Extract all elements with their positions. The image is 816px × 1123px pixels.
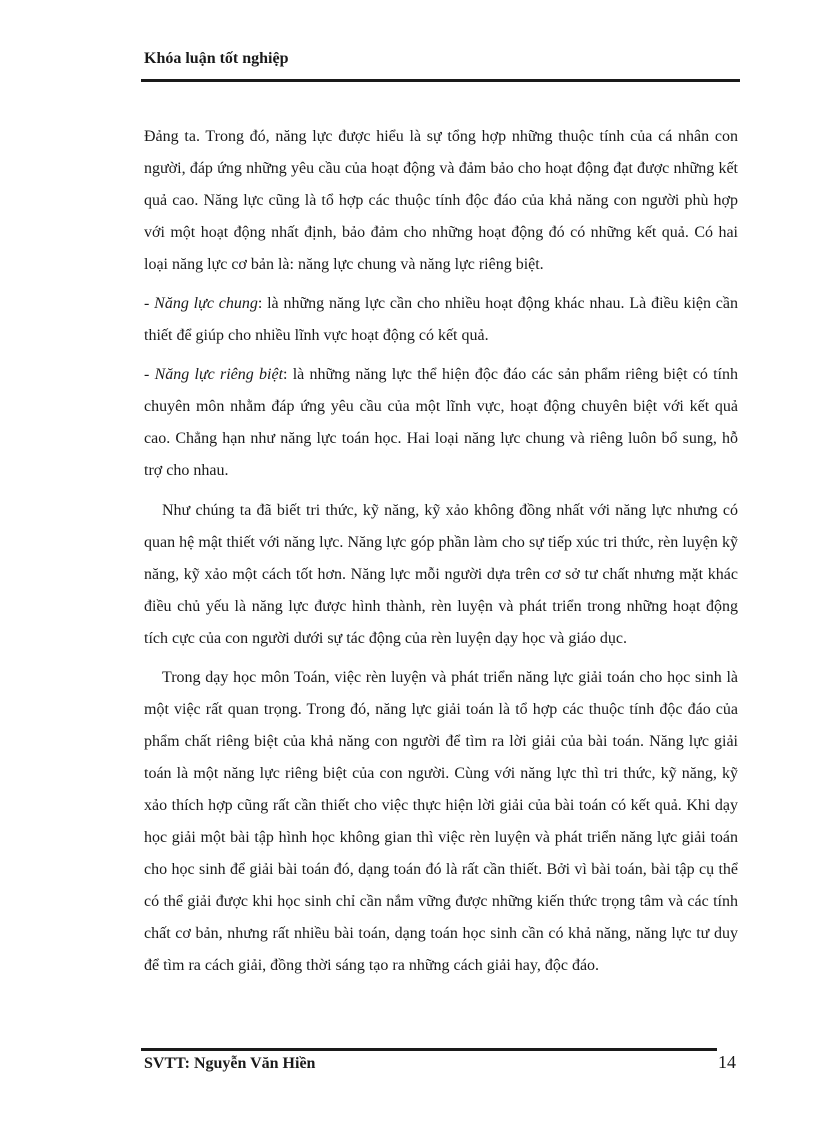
paragraph-1: Đảng ta. Trong đó, năng lực được hiểu là sự tổng hợp những thuộc tính của cá nhân con người, đáp ứng những yêu cầu của hoạt động và đảm bảo cho hoạt động đạt được những kết quả cao. Năng lực cũng là tổ hợp các thuộc tính độc đáo của khả năng con người phù hợp với một hoạt động nhất định, bảo đảm cho những hoạt động đó có những kết quả. Có hai loại năng lực cơ bản là: năng lực chung và năng lực riêng biệt. xyxy=(144,128,738,273)
running-header-title: Khóa luận tốt nghiệp xyxy=(144,50,289,67)
term-specific-competence: Năng lực riêng biệt xyxy=(154,366,284,384)
paragraph-5: Trong dạy học môn Toán, việc rèn luyện và phát triển năng lực giải toán cho học sinh là một việc rất quan trọng. Trong đó, năng lực giải toán là tổ hợp các thuộc tính độc đáo của phẩm chất riêng biệt của khả năng con người để tìm ra lời giải của bài toán. Năng lực giải toán là một năng lực riêng biệt của con người. Cùng với năng lực thì tri thức, kỹ năng, kỹ xảo thích hợp cũng rất cần thiết cho việc thực hiện lời giải của bài toán có kết quả. Khi dạy học giải một bài tập hình học không gian thì việc rèn luyện và phát triển năng lực giải toán cho học sinh để giải bài toán đó, dạng toán đó là rất cần thiết. Bởi vì bài toán, bài tập cụ thể có thể giải được khi học sinh chỉ cần nắm vững được những kiến thức trọng tâm và các tính chất cơ bản, nhưng rất nhiều bài toán, dạng toán học sinh cần có khả năng, năng lực tư duy để tìm ra cách giải, đồng thời sáng tạo ra những cách giải hay, độc đáo. xyxy=(144,668,738,974)
definition-specific-competence: : là những năng lực thể hiện độc đáo các sản phẩm riêng biệt có tính chuyên môn nhằm đáp ứng yêu cầu của một lĩnh vực, hoạt động chuyên biệt với kết quả cao. Chẳng hạn như năng lực toán học. Hai loại năng lực chung và riêng luôn bổ sung, hỗ trợ cho nhau. xyxy=(144,366,739,480)
term-general-competence: Năng lực chung xyxy=(154,295,258,313)
header-divider xyxy=(141,79,740,82)
footer-author: SVTT: Nguyễn Văn Hiền xyxy=(144,1055,316,1072)
definition-general-competence: : là những năng lực cần cho nhiều hoạt động khác nhau. Là điều kiện cần thiết để giúp cho nhiều lĩnh vực hoạt động có kết quả. xyxy=(144,295,739,345)
paragraph-4: Như chúng ta đã biết tri thức, kỹ năng, kỹ xảo không đồng nhất với năng lực nhưng có quan hệ mật thiết với năng lực. Năng lực góp phần làm cho sự tiếp xúc tri thức, rèn luyện kỹ năng, kỹ xảo một cách tốt hơn. Năng lực mỗi người dựa trên cơ sở tư chất nhưng mặt khác điều chủ yếu là năng lực được hình thành, rèn luyện và phát triển trong những hoạt động tích cực của con người dưới sự tác động của rèn luyện dạy học và giáo dục. xyxy=(144,501,738,647)
bullet-dash: - xyxy=(144,295,155,313)
paragraph-2 xyxy=(144,288,738,352)
body-text xyxy=(144,121,738,982)
page-number: 14 xyxy=(718,1052,736,1072)
footer-divider xyxy=(141,1048,717,1051)
paragraph-3 xyxy=(144,359,738,487)
bullet-dash: - xyxy=(144,366,155,384)
